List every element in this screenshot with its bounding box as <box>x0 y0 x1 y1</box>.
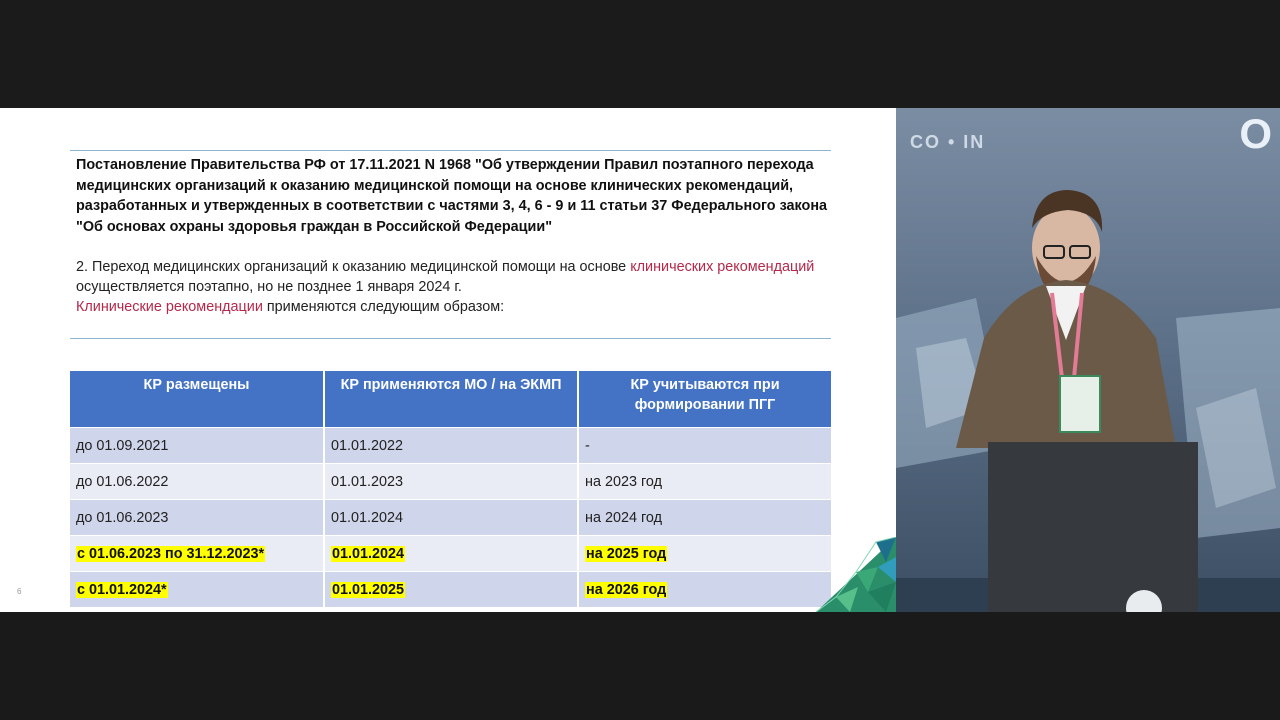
table-cell <box>324 572 578 608</box>
background-watermark-text: CO • IN <box>910 132 986 152</box>
table-cell: 01.01.2023 <box>324 464 578 500</box>
header-cell: КР размещены <box>70 371 324 428</box>
highlighted-value: с 01.01.2024* <box>77 581 167 598</box>
table-cell: - <box>578 428 831 464</box>
slide-title: Постановление Правительства РФ от 17.11.2021 N 1968 "Об утверждении Правил поэтапного перехода медицинских организаций к оказанию медицинской помощи на основе клинических рекомендаций, разработанных и утвержденных в соответствии с частями 3, 4, 6 - 9 и 11 статьи 37 Федерального закона "Об основах охраны здоровья граждан в Российской Федерации" <box>76 157 828 235</box>
table-cell: до 01.09.2021 <box>70 428 324 464</box>
middle-divider <box>70 338 831 339</box>
table-cell: на 2024 год <box>578 500 831 536</box>
presentation-slide <box>0 108 896 612</box>
letterbox-bottom <box>0 612 1280 720</box>
paragraph-text-3: применяются следующим образом: <box>262 299 505 315</box>
highlighted-value: с 01.06.2023 по 31.12.2023* <box>77 545 265 562</box>
table-cell: на 2023 год <box>578 464 831 500</box>
table-cell: до 01.06.2022 <box>70 464 324 500</box>
header-cell: КР применяются МО / на ЭКМП <box>324 371 578 428</box>
decorative-triangles-graphic <box>816 537 896 612</box>
speaker-scene-graphic <box>896 108 1280 612</box>
table-row <box>70 500 831 536</box>
paragraph-text-2: осуществляется поэтапно, но не позднее 1 января 2024 г. <box>76 279 462 295</box>
top-divider <box>70 150 831 151</box>
background-logo-letter: O <box>1239 110 1274 157</box>
schedule-table <box>70 371 831 607</box>
slide-paragraph <box>76 257 836 317</box>
highlighted-value: на 2025 год <box>586 545 667 562</box>
paragraph-highlight-2: Клинические рекомендации <box>76 299 263 315</box>
table-cell <box>578 536 831 572</box>
table-row <box>70 572 831 608</box>
table-row <box>70 428 831 464</box>
highlighted-value: 01.01.2024 <box>332 545 405 562</box>
header-cell: КР учитываются при формировании ПГГ <box>578 371 831 428</box>
paragraph-highlight-1: клинических рекомендаций <box>630 259 815 275</box>
table-cell <box>70 572 324 608</box>
table-row <box>70 536 831 572</box>
highlighted-value: 01.01.2025 <box>332 581 405 598</box>
highlighted-value: на 2026 год <box>586 581 667 598</box>
table-cell <box>324 536 578 572</box>
table-row <box>70 464 831 500</box>
speaker-video <box>896 108 1280 612</box>
table-cell: 01.01.2024 <box>324 500 578 536</box>
table-cell: 01.01.2022 <box>324 428 578 464</box>
table-cell: до 01.06.2023 <box>70 500 324 536</box>
paragraph-text-1: 2. Переход медицинских организаций к оказанию медицинской помощи на основе <box>76 259 631 275</box>
table-cell <box>70 536 324 572</box>
page-number: 6 <box>17 587 22 596</box>
table-cell <box>578 572 831 608</box>
table-header-row <box>70 371 831 428</box>
